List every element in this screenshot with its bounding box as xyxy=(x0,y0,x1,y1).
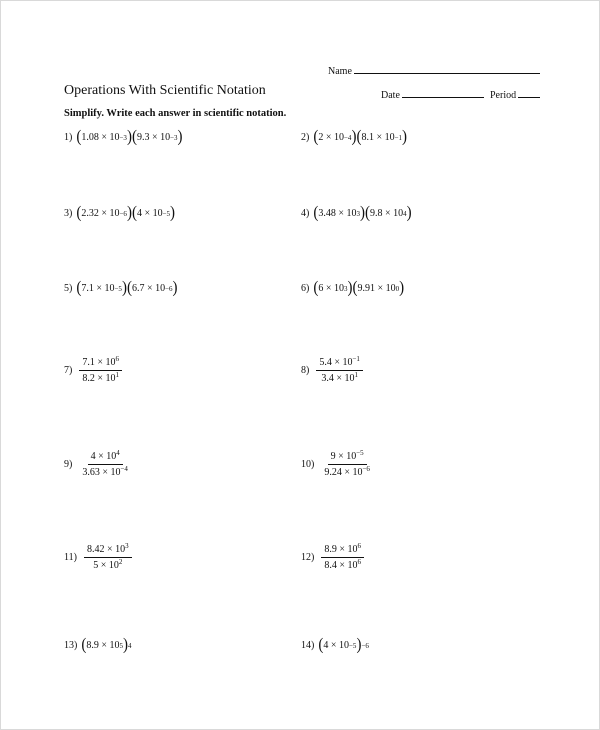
date-field xyxy=(381,88,484,101)
fraction xyxy=(79,357,122,384)
numerator: $4 \times 10^4$ xyxy=(88,451,123,465)
period-label: Period xyxy=(490,90,517,101)
problem-number: 11) xyxy=(64,552,77,563)
problem-7 xyxy=(64,357,122,384)
worksheet-title: Operations With Scientific Notation xyxy=(64,83,266,98)
problem-number: 7) xyxy=(64,365,73,376)
problem-4: 4) ( 3.48 × 10 3 ) ( 9.8 × 10 4 ) xyxy=(301,204,412,222)
factor-b: 9.8 × 10 xyxy=(369,208,404,219)
fraction xyxy=(316,357,363,384)
name-label: Name xyxy=(328,66,352,77)
denominator: $3.63 \times 10^{-4}$ xyxy=(82,465,128,478)
factor-a: 7.1 × 10 xyxy=(81,283,115,294)
factor-b: 9.91 × 10 xyxy=(357,283,396,294)
factor-a: 8.9 × 10 xyxy=(86,640,120,651)
denominator: $8.2 \times 10^1$ xyxy=(82,371,119,384)
denominator: $8.4 \times 10^6$ xyxy=(324,558,361,571)
problem-number: 13) xyxy=(64,640,78,651)
problem-13: 13) ( 8.9 × 10 5 ) 4 xyxy=(64,636,132,654)
numerator: $9 \times 10^{-5}$ xyxy=(328,451,367,465)
problem-9 xyxy=(64,451,131,478)
problem-14: 14) ( 4 × 10 −5 ) −6 xyxy=(301,636,369,654)
fraction xyxy=(79,451,131,478)
problem-number: 1) xyxy=(64,132,73,143)
problem-number: 14) xyxy=(301,640,315,651)
problem-10 xyxy=(301,451,373,478)
factor-b: 8.1 × 10 xyxy=(361,132,395,143)
denominator: $9.24 \times 10^{-6}$ xyxy=(324,465,370,478)
factor-b: 6.7 × 10 xyxy=(131,283,166,294)
numerator: $8.42 \times 10^3$ xyxy=(84,544,132,558)
name-blank xyxy=(354,64,540,74)
fraction xyxy=(321,451,373,478)
factor-a: 2.32 × 10 xyxy=(81,208,120,219)
problem-3: 3) ( 2.32 × 10 −6 ) ( 4 × 10 −5 ) xyxy=(64,204,176,222)
factor-a: 2 × 10 xyxy=(318,132,344,143)
problem-12 xyxy=(301,544,364,571)
problem-number: 9) xyxy=(64,459,73,470)
factor-b: 4 × 10 xyxy=(136,208,163,219)
factor-a: 1.08 × 10 xyxy=(81,132,120,143)
problem-1: 1) ( 1.08 × 10 −3 ) ( 9.3 × 10 −3 ) xyxy=(64,128,183,146)
problem-number: 5) xyxy=(64,283,73,294)
numerator: $8.9 \times 10^6$ xyxy=(321,544,364,558)
numerator: $7.1 \times 10^6$ xyxy=(79,357,122,371)
problem-number: 12) xyxy=(301,552,315,563)
problem-6: 6) ( 6 × 10 3 ) ( 9.91 × 10 0 ) xyxy=(301,279,405,297)
problem-number: 6) xyxy=(301,283,310,294)
period-field xyxy=(490,88,540,101)
date-label: Date xyxy=(381,90,400,101)
numerator: $5.4 \times 10^{-1}$ xyxy=(316,357,363,371)
factor-b: 9.3 × 10 xyxy=(136,132,171,143)
problem-number: 4) xyxy=(301,208,310,219)
problem-5: 5) ( 7.1 × 10 −5 ) ( 6.7 × 10 −6 ) xyxy=(64,279,178,297)
name-field xyxy=(328,64,540,77)
problem-number: 2) xyxy=(301,132,310,143)
factor-a: 3.48 × 10 xyxy=(318,208,357,219)
fraction xyxy=(321,544,364,571)
factor-a: 6 × 10 xyxy=(318,283,344,294)
problem-number: 10) xyxy=(301,459,315,470)
date-blank xyxy=(402,88,484,98)
problem-8 xyxy=(301,357,363,384)
fraction xyxy=(84,544,132,571)
problem-11 xyxy=(64,544,132,571)
instructions: Simplify. Write each answer in scientific notation. xyxy=(64,108,287,119)
factor-a: 4 × 10 xyxy=(323,640,349,651)
denominator: $5 \times 10^2$ xyxy=(93,558,123,571)
problem-number: 8) xyxy=(301,365,310,376)
problem-number: 3) xyxy=(64,208,73,219)
denominator: $3.4 \times 10^1$ xyxy=(321,371,358,384)
problem-2: 2) ( 2 × 10 −4 ) ( 8.1 × 10 −1 ) xyxy=(301,128,408,146)
period-blank xyxy=(518,88,540,98)
